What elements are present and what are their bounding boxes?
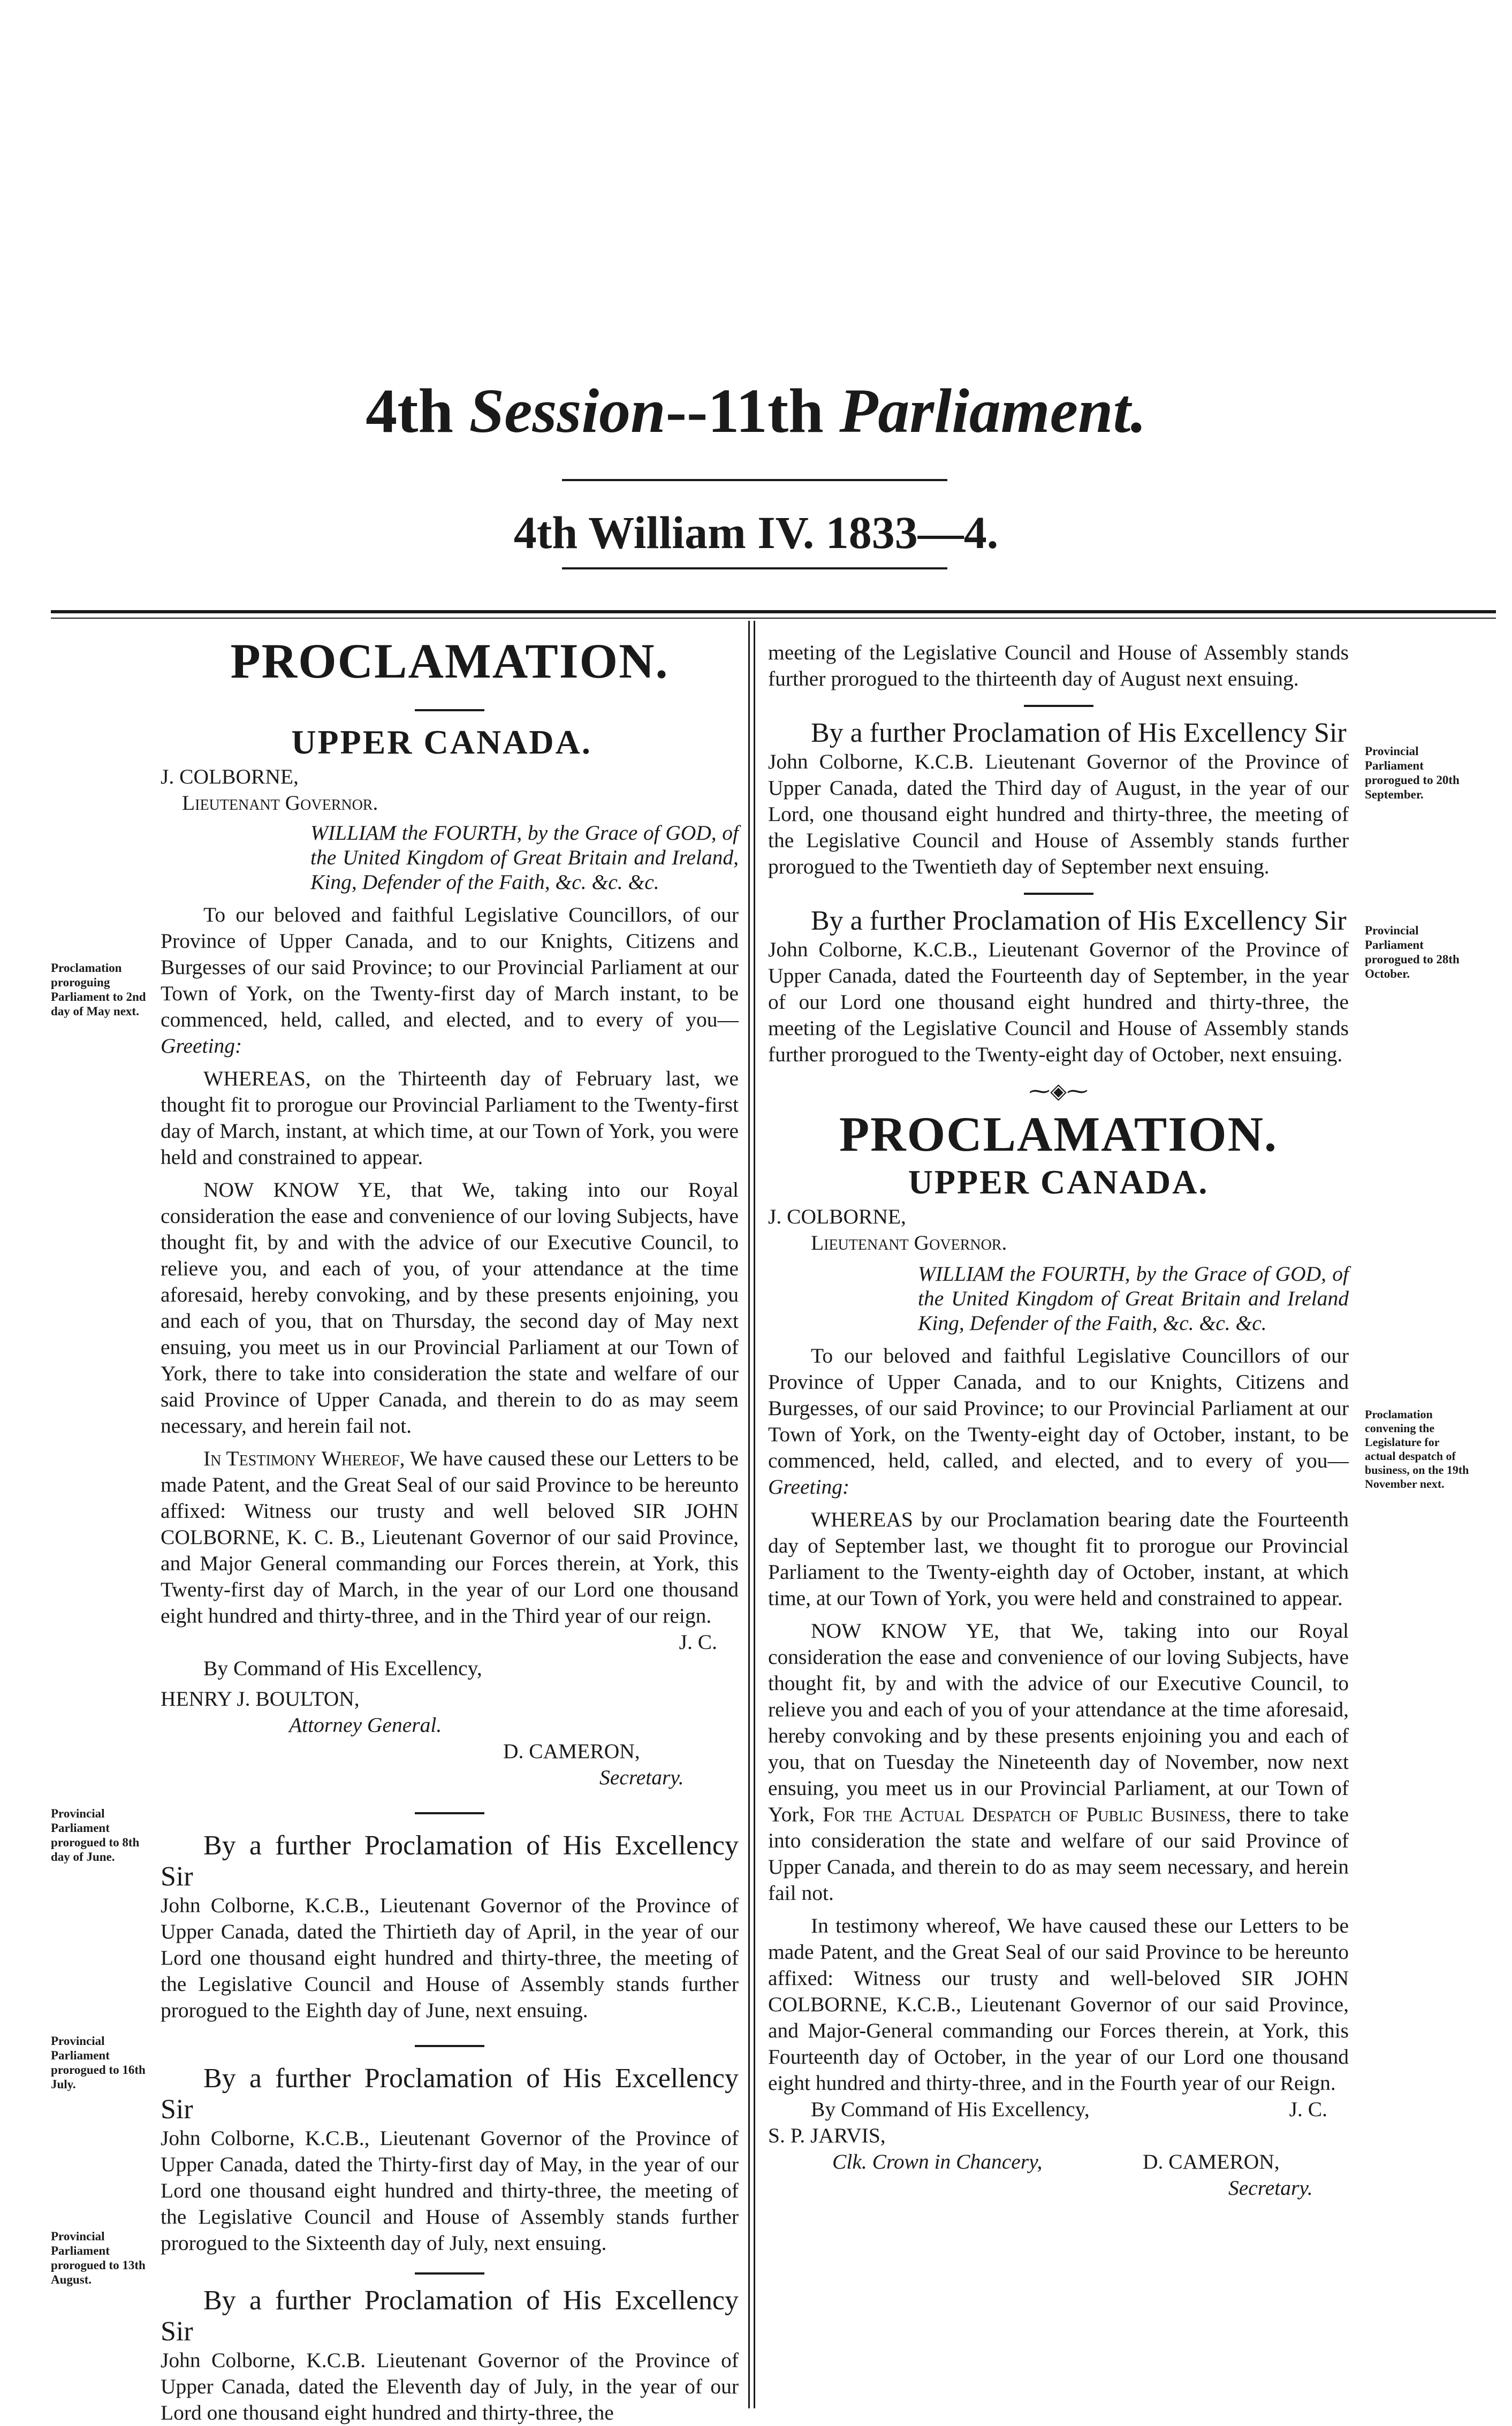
- section-rule-3: [415, 2272, 484, 2275]
- address-paragraph-1: To our beloved and faithful Legislative Councillors, of our Province of Upper Canada, and to our Knights, Citizens and Burgesses of our said Province; to our Provincial Parliament at our Town of York, on the Twenty-first day of March instant, to be commenced, held, called, and elected, and to every of you—Greeting:: [161, 903, 739, 1058]
- further-proclamation-3: John Colborne, K.C.B. Lieutenant Governor of the Province of Upper Canada, dated the Eleventh day of July, in the year of our Lord one thousand eight hundred and thirty-three, the: [161, 2348, 739, 2424]
- left-margin-note-2: Provincial Parliament prorogued to 8th day of June.: [51, 1807, 140, 1864]
- signer-jarvis: S. P. JARVIS,: [768, 2124, 886, 2147]
- section-rule-5: [1024, 893, 1093, 895]
- title-parliament: Parliament.: [839, 376, 1146, 446]
- title-rule: [562, 479, 947, 481]
- left-margin-note-3: Provincial Parliament prorogued to 16th July.: [51, 2034, 146, 2091]
- left-margin-note-1: Proclamation proroguing Parliament to 2nd day of May next.: [51, 961, 146, 1018]
- further-proclamation-1: John Colborne, K.C.B., Lieutenant Governor of the Province of Upper Canada, dated the Thirtieth day of April, in the year of our Lord one thousand eight hundred and thirty-three, the meeting of the Legislative Council and House of Assembly stands further prorogued to the Eighth day of June, next ensuing.: [161, 1893, 739, 2022]
- further-proclamation-4-lead: By a further Proclamation of His Excellency Sir: [811, 718, 1347, 748]
- further-proclamation-3-lead: By a further Proclamation of His Excellency Sir: [161, 2285, 739, 2347]
- title-parliament-number: 11th: [708, 376, 840, 446]
- left-column: [161, 634, 739, 2426]
- now-know-ye-paragraph-2: NOW KNOW YE, that We, taking into our Royal consideration the ease and convenience of our loving Subjects, have thought fit, by and with the advice of our Executive Council, to relieve you and each of you of your attendance at the time aforesaid, hereby convoking and by these presents enjoining you and each of you, that on Tuesday the Nineteenth day of November, now next ensuing, you meet us in our Provincial Parliament, at our Town of York, For the Actual Despatch of Public Business, there to take into consideration the state and welfare of our said Province of Upper Canada, and therein to do as may seem necessary, and herein fail not.: [768, 1619, 1349, 1905]
- title-ordinal: 4th: [366, 376, 469, 446]
- governor-name-2: J. COLBORNE,: [768, 1205, 906, 1228]
- right-column: [768, 640, 1349, 2201]
- king-style-1: WILLIAM the FOURTH, by the Grace of GOD, of the United Kingdom of Great Britain and Ireland, King, Defender of the Faith, &c. &c. &c.: [310, 821, 739, 894]
- signer-jarvis-title: Clk. Crown in Chancery,: [832, 2150, 1043, 2173]
- signer-cameron-title-1: Secretary.: [599, 1766, 684, 1789]
- section-rule-1: [415, 1812, 484, 1814]
- whereas-paragraph-2: WHEREAS by our Proclamation bearing date the Fourteenth day of September last, we thought fit to prorogue our Provincial Parliament to the Twenty-eighth day of October, instant, at which time, at our Town of York, you were held and constrained to appear.: [768, 1508, 1349, 1610]
- subtitle-rule: [562, 567, 947, 569]
- proclamation-heading-2: PROCLAMATION.: [839, 1107, 1278, 1161]
- whereas-paragraph-1: WHEREAS, on the Thirteenth day of February last, we thought fit to prorogue our Provincial Parliament to the Twenty-first day of March, instant, at which time, at our Town of York, you were held and constrained to appear.: [161, 1067, 739, 1169]
- initials-2: J. C.: [1289, 2097, 1327, 2121]
- fleuron-ornament: ⁓◈⁓: [1029, 1079, 1088, 1103]
- initials-1: J. C.: [679, 1630, 717, 1654]
- governor-name-1: J. COLBORNE,: [161, 765, 299, 788]
- page-title: [0, 375, 1512, 447]
- king-style-2: WILLIAM the FOURTH, by the Grace of GOD, of the United Kingdom of Great Britain and Ireland King, Defender of the Faith, &c. &c. &c.: [918, 1262, 1349, 1335]
- further-proclamation-1-lead: By a further Proclamation of His Excellency Sir: [161, 1830, 739, 1892]
- column-divider-right: [754, 621, 755, 2408]
- column-divider-left: [748, 621, 750, 2408]
- testimony-paragraph-2: In testimony whereof, We have caused these our Letters to be made Patent, and the Great Seal of our said Province to be hereunto affixed: Witness our trusty and well-beloved SIR JOHN COLBORNE, K.C.B., Lieutenant Governor of our said Province, and Major-General commanding our Forces therein, at York, this Fourteenth day of October, in the year of our Lord one thousand eight hundred and thirty-three, and in the Fourth year of our Reign.: [768, 1914, 1349, 2095]
- signer-cameron-2: D. CAMERON,: [1143, 2150, 1280, 2173]
- top-rule-thin: [51, 618, 1496, 619]
- address-paragraph-2: To our beloved and faithful Legislative Councillors of our Province of Upper Canada, and to our Knights, Citizens and Burgesses, of our said Province; to our Provincial Parliament at our Town of York, on the Twenty-eight day of October, instant, to be commenced, held, called, and elected, and to every of you—Greeting:: [768, 1344, 1349, 1499]
- province-heading-1: UPPER CANADA.: [291, 723, 592, 761]
- further-proclamation-5-lead: By a further Proclamation of His Excellency Sir: [811, 906, 1347, 936]
- section-rule-4: [1024, 705, 1093, 707]
- signer-cameron-1: D. CAMERON,: [503, 1739, 640, 1763]
- testimony-paragraph-1: In Testimony Whereof, We have caused these our Letters to be made Patent, and the Great Seal of our said Province to be hereunto affixed: Witness our trusty and well beloved SIR JOHN COLBORNE, K. C. B., Lieutenant Governor of our said Province, and Major General commanding our Forces therein, at York, this Twenty-first day of March, in the year of our Lord one thousand eight hundred and thirty-three, and in the Third year of our reign.: [161, 1447, 739, 1628]
- by-command-2: By Command of His Excellency,: [811, 2097, 1090, 2121]
- now-know-ye-paragraph-1: NOW KNOW YE, that We, taking into our Royal consideration the ease and convenience of our loving Subjects, have thought fit, by and with the advice of our Executive Council, to relieve you, and each of you, of your attendance at the time aforesaid, hereby convoking, and by these presents enjoining, you and each of you, that on Thursday, the second day of May next ensuing, you meet us in our Provincial Parliament at our Town of York, there to take into consideration the state and welfare of our said Province of Upper Canada, and therein to do as may seem necessary, and herein fail not.: [161, 1178, 739, 1438]
- proclamation-heading-1: PROCLAMATION.: [230, 634, 669, 688]
- governor-title-1: Lieutenant Governor.: [182, 791, 378, 815]
- further-proclamation-2: John Colborne, K.C.B., Lieutenant Governor of the Province of Upper Canada, dated the Thirty-first day of May, in the year of our Lord one thousand eight hundred and thirty-three, the meeting of the Legislative Council and House of Assembly stands further prorogued to the Sixteenth day of July, next ensuing.: [161, 2126, 739, 2255]
- page-subtitle: 4th William IV. 1833—4.: [513, 507, 999, 558]
- further-proclamation-5: John Colborne, K.C.B., Lieutenant Governor of the Province of Upper Canada, dated the Fourteenth day of September, in the year of our Lord one thousand eight hundred and thirty-three, the meeting of the Legislative Council and House of Assembly stands further prorogued to the Twenty-eight day of October, next ensuing.: [768, 938, 1349, 1066]
- signer-boulton-title: Attorney General.: [289, 1713, 442, 1737]
- left-margin-note-4: Provincial Parliament prorogued to 13th August.: [51, 2230, 146, 2286]
- title-separator: --: [665, 376, 708, 446]
- further-proclamation-4: John Colborne, K.C.B. Lieutenant Governor of the Province of Upper Canada, dated the Third day of August, in the year of our Lord, one thousand eight hundred and thirty-three, the meeting of the Legislative Council and House of Assembly stands further prorogued to the Twentieth day of September next ensuing.: [768, 750, 1349, 878]
- right-margin-note-3: Proclamation convening the Legislature for actual despatch of business, on the 19th November next.: [1365, 1408, 1469, 1490]
- further-proclamation-2-lead: By a further Proclamation of His Excellency Sir: [161, 2063, 739, 2125]
- signer-cameron-title-2: Secretary.: [1228, 2176, 1313, 2200]
- top-rule-thick: [51, 610, 1496, 613]
- title-session: Session: [469, 376, 666, 446]
- heading-rule: [415, 709, 484, 711]
- signer-boulton: HENRY J. BOULTON,: [161, 1687, 360, 1710]
- right-margin-note-1: Provincial Parliament prorogued to 20th September.: [1365, 744, 1460, 801]
- governor-title-2: Lieutenant Governor.: [811, 1231, 1007, 1254]
- by-command-1: By Command of His Excellency,: [203, 1656, 482, 1680]
- right-margin-note-2: Provincial Parliament prorogued to 28th October.: [1365, 924, 1460, 980]
- section-rule-2: [415, 2045, 484, 2047]
- continued-paragraph: meeting of the Legislative Council and House of Assembly stands further prorogued to the thirteenth day of August next ensuing.: [768, 641, 1349, 690]
- province-heading-2: UPPER CANADA.: [908, 1163, 1209, 1201]
